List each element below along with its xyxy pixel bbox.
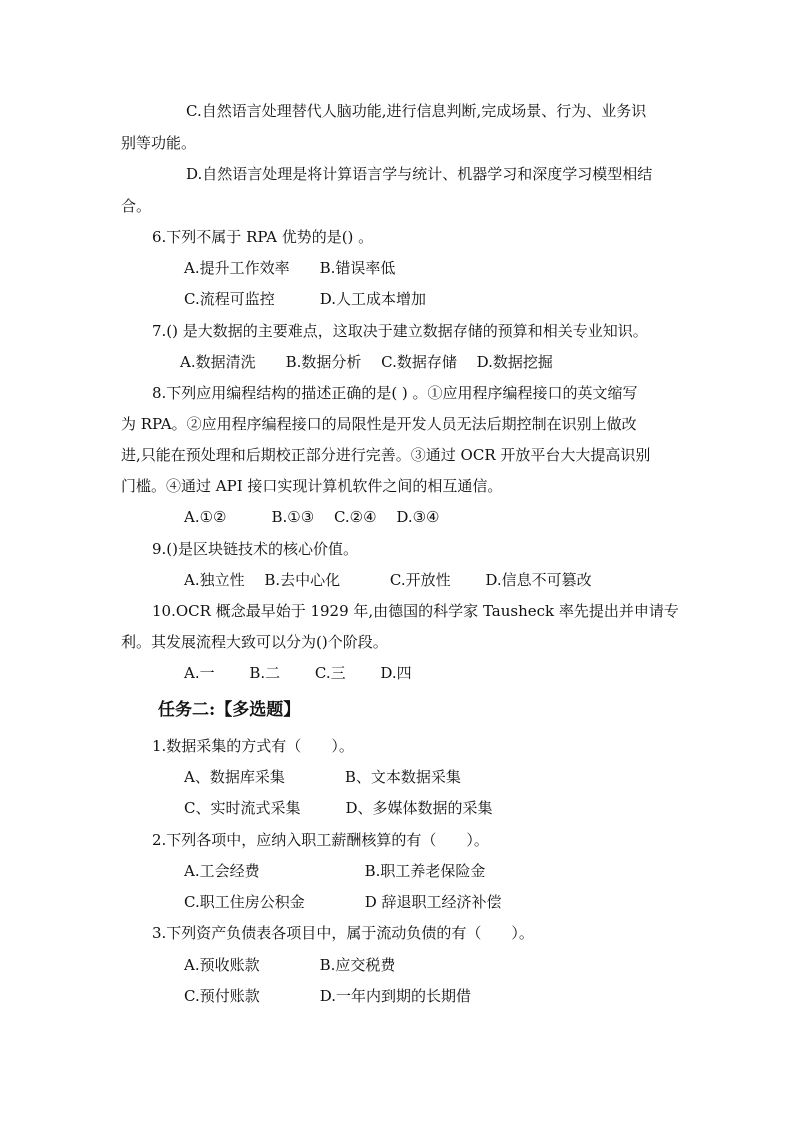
question-8-line-3: 进,只能在预处理和后期校正部分进行完善。③通过 OCR 开放平台大大提高识别 bbox=[121, 446, 651, 464]
multi-question-1-options-cd: C、实时流式采集 D、多媒体数据的采集 bbox=[184, 799, 493, 817]
question-7: 7.() 是大数据的主要难点，这取决于建立数据存储的预算和相关专业知识。 bbox=[152, 322, 648, 340]
question-8-options: A.①② B.①③ C.②④ D.③④ bbox=[184, 508, 440, 526]
multi-question-2-options-ab: A.工会经费 B.职工养老保险金 bbox=[184, 862, 486, 880]
option-5d-line-2: 合。 bbox=[121, 197, 152, 215]
question-10-line-2: 利。其发展流程大致可以分为()个阶段。 bbox=[121, 633, 388, 651]
question-8-line-2: 为 RPA。②应用程序编程接口的局限性是开发人员无法后期控制在识别上做改 bbox=[121, 415, 637, 433]
question-6-options-cd: C.流程可监控 D.人工成本增加 bbox=[184, 290, 426, 308]
multi-question-1: 1.数据采集的方式有（ ）。 bbox=[152, 737, 354, 755]
question-6: 6.下列不属于 RPA 优势的是() 。 bbox=[152, 228, 374, 246]
question-10-line-1: 10.OCR 概念最早始于 1929 年,由德国的科学家 Tausheck 率先提出并申请专 bbox=[152, 602, 679, 620]
question-7-options: A.数据清洗 B.数据分析 C.数据存储 D.数据挖掘 bbox=[180, 353, 553, 371]
option-5c-line-1: C.自然语言处理替代人脑功能,进行信息判断,完成场景、行为、业务识 bbox=[186, 102, 647, 120]
question-9: 9.()是区块链技术的核心价值。 bbox=[152, 540, 359, 558]
question-9-options: A.独立性 B.去中心化 C.开放性 D.信息不可篡改 bbox=[184, 571, 592, 589]
question-8-line-4: 门槛。④通过 API 接口实现计算机软件之间的相互通信。 bbox=[121, 477, 503, 495]
multi-question-3-options-ab: A.预收账款 B.应交税费 bbox=[184, 956, 396, 974]
multi-question-3: 3.下列资产负债表各项目中，属于流动负债的有（ ）。 bbox=[152, 924, 534, 942]
multi-question-2-options-cd: C.职工住房公积金 D 辞退职工经济补偿 bbox=[184, 893, 502, 911]
option-5c-line-2: 别等功能。 bbox=[121, 134, 197, 152]
option-5d-line-1: D.自然语言处理是将计算语言学与统计、机器学习和深度学习模型相结 bbox=[186, 165, 653, 183]
multi-question-3-options-cd: C.预付账款 D.一年内到期的长期借 bbox=[184, 987, 471, 1005]
question-6-options-ab: A.提升工作效率 B.错误率低 bbox=[184, 259, 396, 277]
question-8-line-1: 8.下列应用编程结构的描述正确的是( ) 。①应用程序编程接口的英文缩写 bbox=[152, 384, 638, 402]
question-10-options: A.一 B.二 C.三 D.四 bbox=[184, 664, 412, 682]
section-heading: 任务二:【多选题】 bbox=[158, 700, 301, 720]
multi-question-1-options-ab: A、数据库采集 B、文本数据采集 bbox=[184, 768, 461, 786]
multi-question-2: 2.下列各项中，应纳入职工薪酬核算的有（ ）。 bbox=[152, 831, 489, 849]
